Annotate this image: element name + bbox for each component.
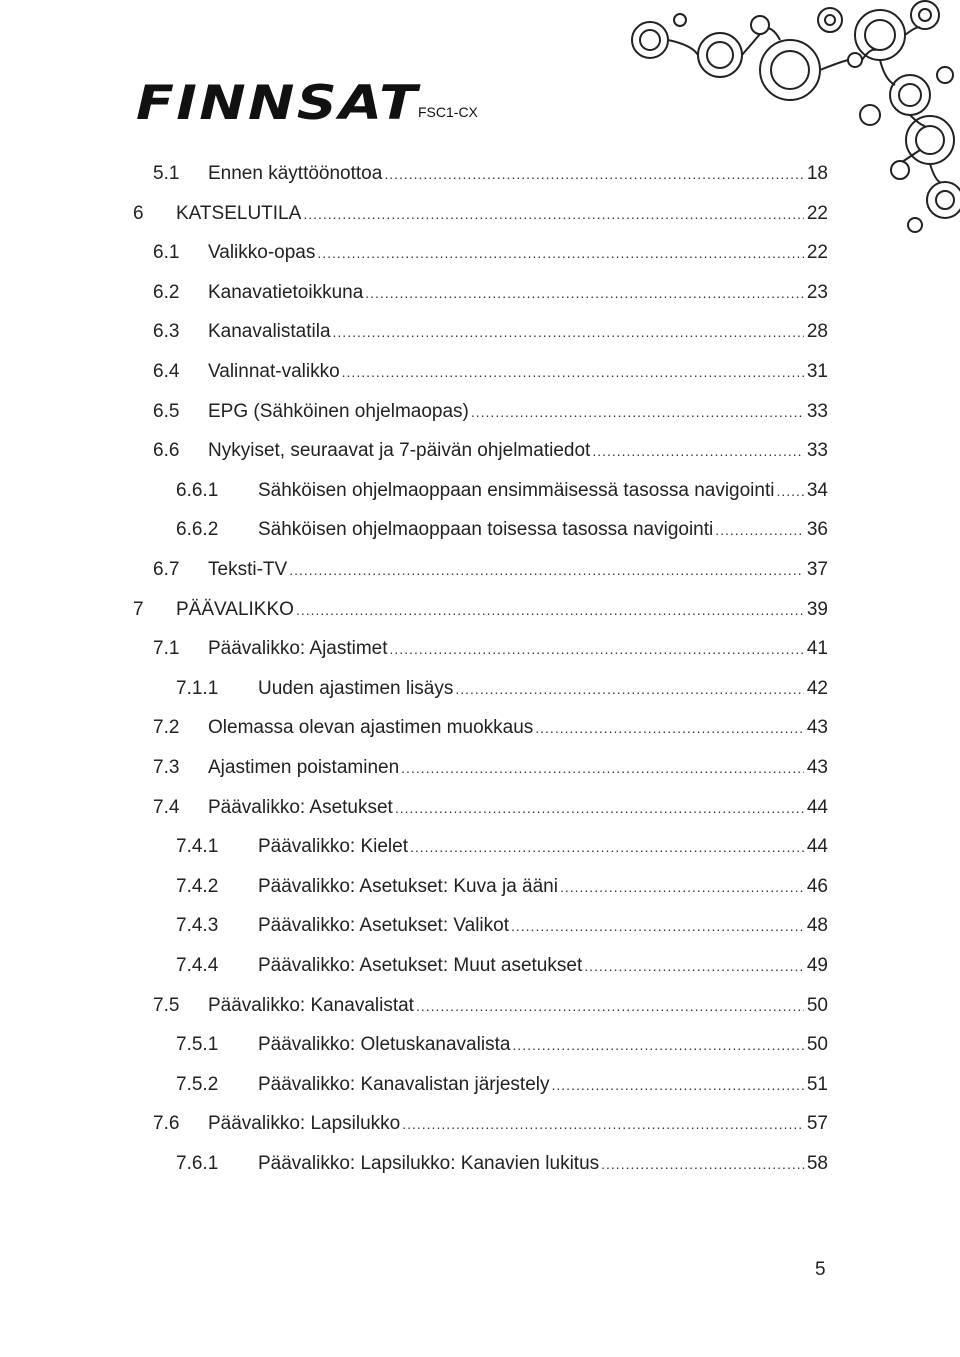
- finnsat-logo: FINNSAT: [136, 76, 420, 131]
- toc-leader-dots: [592, 439, 804, 463]
- toc-page-number: 36: [806, 519, 828, 541]
- toc-leader-dots: [776, 479, 803, 503]
- toc-leader-dots: [410, 835, 804, 859]
- toc-leader-dots: [512, 1033, 803, 1057]
- toc-page-number: 22: [806, 242, 828, 264]
- toc-page-number: 43: [806, 757, 828, 778]
- toc-page-number: 33: [806, 440, 828, 462]
- toc-title: Päävalikko: Asetukset: Valikot: [258, 915, 509, 937]
- toc-page-number: 51: [806, 1073, 828, 1095]
- toc-number: 5.1: [153, 163, 180, 184]
- toc-entry[interactable]: [0, 1152, 828, 1176]
- toc-page-number: 42: [806, 677, 828, 699]
- toc-title: Ajastimen poistaminen: [208, 757, 400, 778]
- toc-title: Päävalikko: Kanavalistat: [208, 994, 414, 1016]
- toc-entry[interactable]: [0, 954, 828, 978]
- toc-title: Kanavatietoikkuna: [208, 281, 364, 303]
- toc-entry[interactable]: [0, 875, 828, 899]
- toc-page-number: 57: [806, 1113, 828, 1135]
- toc-leader-dots: [416, 994, 804, 1018]
- toc-entry[interactable]: [0, 1073, 828, 1097]
- toc-leader-dots: [303, 202, 804, 226]
- toc-number: 6.6.1: [176, 479, 219, 501]
- toc-entry[interactable]: [0, 202, 828, 226]
- toc-leader-dots: [560, 875, 804, 899]
- toc-title: Valinnat-valikko: [208, 361, 340, 382]
- toc-entry[interactable]: [0, 439, 828, 463]
- toc-title: Ennen käyttöönottoa: [208, 163, 383, 184]
- toc-number: 7.3: [153, 757, 180, 778]
- toc-page-number: 48: [806, 915, 828, 937]
- toc-leader-dots: [552, 1073, 804, 1097]
- toc-title: Päävalikko: Ajastimet: [208, 638, 388, 660]
- toc-number: 7.4: [153, 796, 180, 818]
- toc-number: 7: [133, 598, 144, 620]
- toc-title: Olemassa olevan ajastimen muokkaus: [208, 717, 534, 739]
- toc-number: 6.3: [153, 321, 180, 343]
- toc-number: 6: [133, 202, 144, 224]
- toc-title: Päävalikko: Lapsilukko: Kanavien lukitus: [258, 1153, 600, 1174]
- toc-leader-dots: [401, 756, 804, 780]
- toc-number: 7.5.2: [176, 1073, 219, 1095]
- toc-leader-dots: [395, 796, 804, 820]
- toc-page-number: 33: [806, 400, 828, 422]
- toc-title: Päävalikko: Asetukset: Kuva ja ääni: [258, 875, 558, 897]
- toc-page-number: 31: [806, 361, 828, 382]
- toc-page-number: 39: [806, 598, 828, 620]
- toc-entry[interactable]: [0, 241, 828, 265]
- toc-entry[interactable]: [0, 835, 828, 859]
- toc-entry[interactable]: [0, 400, 828, 424]
- toc-page-number: 23: [806, 281, 828, 303]
- toc-leader-dots: [317, 241, 803, 265]
- page-number: 5: [815, 1259, 826, 1280]
- model-label: FSC1-CX: [418, 104, 478, 120]
- toc-number: 6.5: [153, 400, 180, 422]
- toc-entry[interactable]: [0, 518, 828, 542]
- toc-page-number: 28: [806, 321, 828, 343]
- toc-leader-dots: [365, 281, 804, 305]
- toc-leader-dots: [402, 1112, 804, 1136]
- toc-title: Päävalikko: Asetukset: [208, 796, 393, 818]
- toc-number: 7.6: [153, 1113, 180, 1135]
- toc-page-number: 46: [806, 875, 828, 897]
- toc-number: 7.5: [153, 994, 180, 1016]
- toc-entry[interactable]: [0, 796, 828, 820]
- toc-number: 7.1.1: [176, 677, 219, 699]
- toc-entry[interactable]: [0, 716, 828, 740]
- toc-page-number: 44: [806, 836, 828, 858]
- toc-number: 7.6.1: [176, 1153, 219, 1174]
- toc-number: 7.4.4: [176, 955, 219, 976]
- toc-number: 7.2: [153, 717, 180, 739]
- toc-number: 7.1: [153, 638, 180, 660]
- toc-leader-dots: [296, 598, 804, 622]
- toc-page-number: 50: [806, 1034, 828, 1056]
- toc-entry[interactable]: [0, 677, 828, 701]
- toc-leader-dots: [535, 716, 804, 740]
- toc-title: KATSELUTILA: [176, 202, 302, 224]
- toc-title: Päävalikko: Kielet: [258, 836, 408, 858]
- toc-leader-dots: [584, 954, 804, 978]
- toc-leader-dots: [333, 320, 804, 344]
- toc-page-number: 44: [806, 796, 828, 818]
- toc-entry[interactable]: [0, 1033, 828, 1057]
- toc-page-number: 43: [806, 717, 828, 739]
- toc-entry[interactable]: [0, 162, 828, 186]
- toc-entry[interactable]: [0, 558, 828, 582]
- toc-leader-dots: [471, 400, 804, 424]
- toc-page-number: 22: [806, 202, 828, 224]
- toc-number: 6.1: [153, 242, 180, 264]
- toc-number: 7.4.1: [176, 836, 219, 858]
- toc-title: Kanavalistatila: [208, 321, 331, 343]
- toc-entry[interactable]: [0, 320, 828, 344]
- toc-entry[interactable]: [0, 1112, 828, 1136]
- toc-entry[interactable]: [0, 756, 828, 780]
- toc-title: Päävalikko: Lapsilukko: [208, 1113, 401, 1135]
- toc-title: Päävalikko: Asetukset: Muut asetukset: [258, 955, 583, 976]
- toc-title: Päävalikko: Oletuskanavalista: [258, 1034, 511, 1056]
- toc-page-number: 18: [806, 163, 828, 184]
- toc-entry[interactable]: [0, 281, 828, 305]
- toc-page-number: 49: [806, 955, 828, 976]
- toc-number: 7.5.1: [176, 1034, 219, 1056]
- toc-entry[interactable]: [0, 994, 828, 1018]
- toc-number: 6.2: [153, 281, 180, 303]
- toc-entry[interactable]: [0, 914, 828, 938]
- toc-entry[interactable]: [0, 360, 828, 384]
- toc-title: Sähköisen ohjelmaoppaan toisessa tasossa navigointi: [258, 519, 714, 541]
- toc-entry[interactable]: [0, 637, 828, 661]
- toc-number: 6.4: [153, 361, 180, 382]
- toc-page-number: 34: [806, 479, 828, 501]
- toc-title: EPG (Sähköinen ohjelmaopas): [208, 400, 469, 422]
- toc-leader-dots: [342, 360, 804, 384]
- toc-page-number: 37: [806, 559, 828, 580]
- toc-title: PÄÄVALIKKO: [176, 598, 294, 620]
- toc-number: 7.4.3: [176, 915, 219, 937]
- toc-title: Teksti-TV: [208, 559, 288, 580]
- toc-leader-dots: [289, 558, 804, 582]
- toc-title: Nykyiset, seuraavat ja 7-päivän ohjelmatiedot: [208, 440, 591, 462]
- toc-leader-dots: [601, 1152, 804, 1176]
- toc-title: Sähköisen ohjelmaoppaan ensimmäisessä tasossa navigointi: [258, 479, 775, 501]
- toc-entry[interactable]: [0, 479, 828, 503]
- toc-number: 6.7: [153, 559, 180, 580]
- toc-page-number: 50: [806, 994, 828, 1016]
- toc-entry[interactable]: [0, 598, 828, 622]
- toc-number: 6.6: [153, 440, 180, 462]
- toc-title: Päävalikko: Kanavalistan järjestely: [258, 1073, 550, 1095]
- toc-title: Valikko-opas: [208, 242, 316, 264]
- toc-leader-dots: [384, 162, 804, 186]
- toc-leader-dots: [390, 637, 804, 661]
- toc-number: 7.4.2: [176, 875, 219, 897]
- toc-number: 6.6.2: [176, 519, 219, 541]
- toc-title: Uuden ajastimen lisäys: [258, 677, 454, 699]
- toc-leader-dots: [511, 914, 804, 938]
- toc-page-number: 58: [806, 1153, 828, 1174]
- toc-leader-dots: [715, 518, 804, 542]
- toc-leader-dots: [455, 677, 803, 701]
- toc-page-number: 41: [806, 638, 828, 660]
